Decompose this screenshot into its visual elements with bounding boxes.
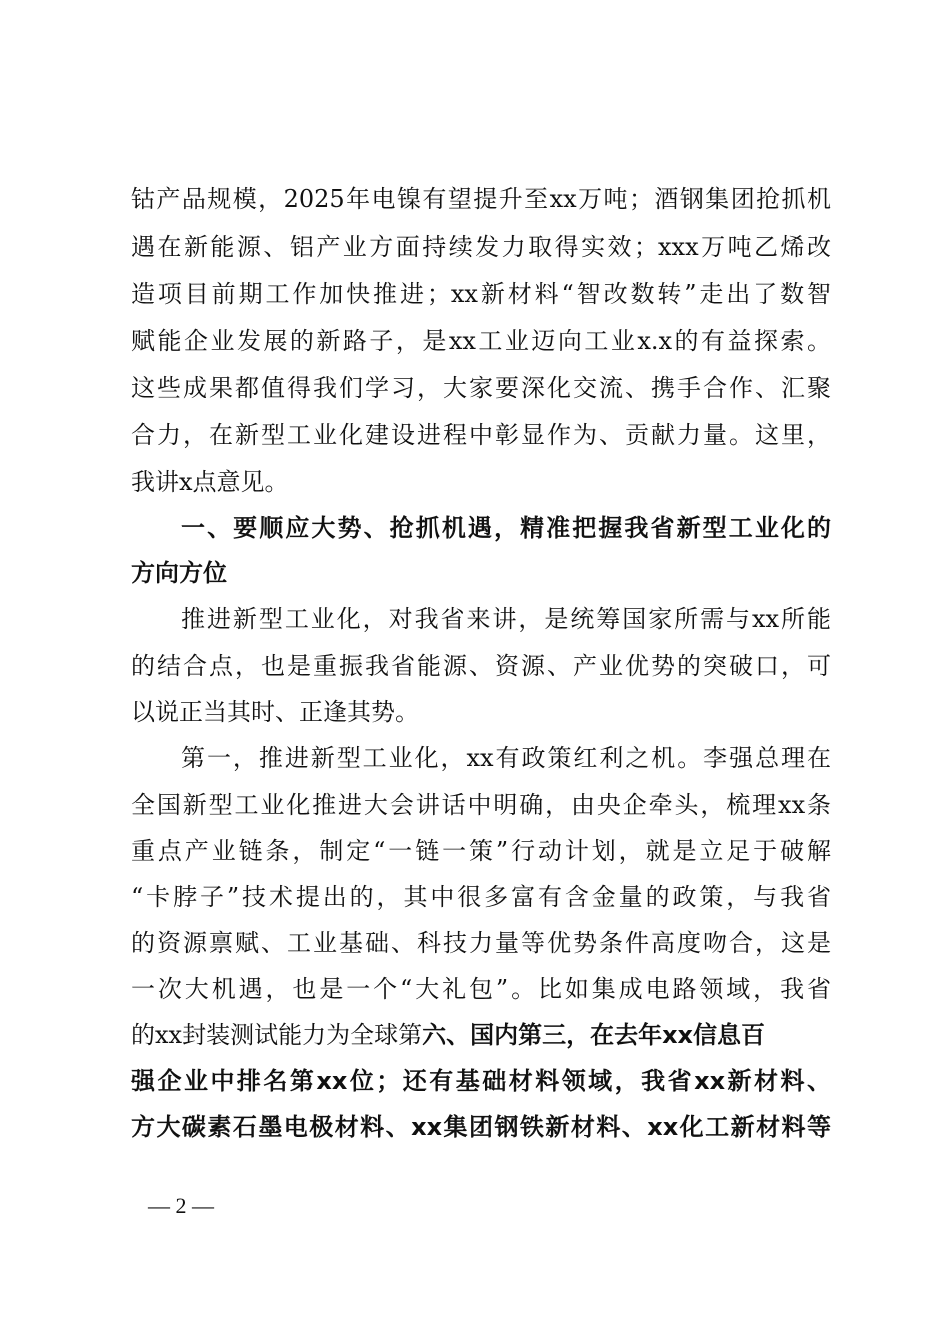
body-text-bold-segment: 六、国内第三，在去年xx信息百 bbox=[422, 1021, 766, 1049]
body-text-line: 造项目前期工作加快推进；xx新材料“智改数转”走出了数智 bbox=[131, 280, 831, 308]
body-text-line: 这些成果都值得我们学习，大家要深化交流、携手合作、汇聚 bbox=[131, 374, 831, 402]
body-text-line: 的结合点，也是重振我省能源、资源、产业优势的突破口，可 bbox=[131, 652, 831, 680]
body-text-line: 全国新型工业化推进大会讲话中明确，由央企牵头，梳理xx条 bbox=[131, 791, 831, 819]
body-text-line: 推进新型工业化，对我省来讲，是统筹国家所需与xx所能 bbox=[181, 605, 831, 633]
body-text-line: “卡脖子”技术提出的，其中很多富有含金量的政策，与我省 bbox=[131, 883, 831, 911]
section-heading: 方向方位 bbox=[131, 559, 227, 587]
body-text-segment: 的xx封装测试能力为全球第 bbox=[131, 1021, 423, 1049]
body-text-line: 一次大机遇，也是一个“大礼包”。比如集成电路领域，我省 bbox=[131, 975, 831, 1003]
body-text-line: 重点产业链条，制定“一链一策”行动计划，就是立足于破解 bbox=[131, 837, 831, 865]
body-text-line: 赋能企业发展的新路子，是xx工业迈向工业x.x的有益探索。 bbox=[131, 327, 831, 355]
body-text-line-bold: 方大碳素石墨电极材料、xx集团钢铁新材料、xx化工新材料等 bbox=[131, 1113, 831, 1141]
page-number: — 2 — bbox=[148, 1193, 214, 1218]
section-heading: 一、要顺应大势、抢抓机遇，精准把握我省新型工业化的 bbox=[181, 514, 831, 542]
body-text-line: 合力，在新型工业化建设进程中彰显作为、贡献力量。这里， bbox=[131, 421, 831, 449]
body-text-line: 我讲x点意见。 bbox=[131, 468, 289, 496]
body-text-line: 的资源禀赋、工业基础、科技力量等优势条件高度吻合，这是 bbox=[131, 929, 831, 957]
body-text-line: 第一，推进新型工业化，xx有政策红利之机。李强总理在 bbox=[181, 744, 831, 772]
body-text-line: 以说正当其时、正逢其势。 bbox=[131, 698, 419, 726]
body-text-line: 钴产品规模，2025年电镍有望提升至xx万吨；酒钢集团抢抓机 bbox=[131, 185, 831, 213]
body-text-line: 遇在新能源、铝产业方面持续发力取得实效；xxx万吨乙烯改 bbox=[131, 233, 831, 261]
body-text-line bbox=[131, 1018, 831, 1052]
body-text-line-bold: 强企业中排名第xx位；还有基础材料领域，我省xx新材料、 bbox=[131, 1067, 831, 1095]
